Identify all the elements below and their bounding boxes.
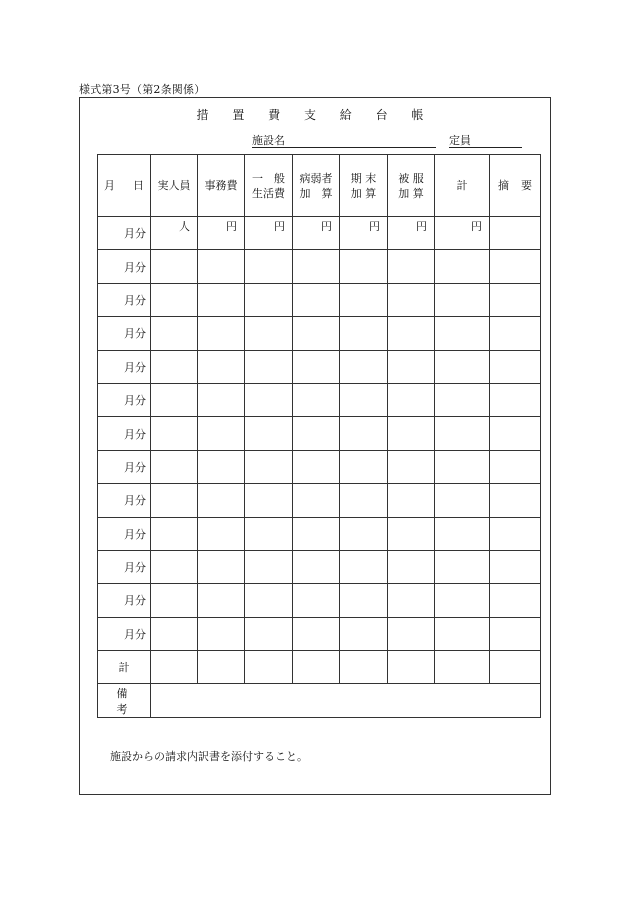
month-cell[interactable]: 月分: [98, 450, 151, 483]
table-row: [98, 450, 541, 483]
table-row: [98, 283, 541, 316]
table-row: [98, 217, 541, 250]
clothing-cell[interactable]: 円: [388, 217, 435, 250]
table-row: [98, 250, 541, 283]
ledger-frame: [79, 97, 551, 795]
persons-cell[interactable]: 人: [151, 217, 198, 250]
header-clothing-addition: 被 服 加 算: [388, 155, 435, 217]
table-row: [98, 383, 541, 416]
month-cell[interactable]: 月分: [98, 617, 151, 650]
footnote: 施設からの請求内訳書を添付すること。: [110, 750, 308, 763]
month-cell[interactable]: 月分: [98, 550, 151, 583]
header-term-addition: 期 末 加 算: [340, 155, 388, 217]
month-cell[interactable]: 月分: [98, 217, 151, 250]
month-cell[interactable]: 月分: [98, 584, 151, 617]
table-row: [98, 550, 541, 583]
header-office-expense: 事務費: [198, 155, 245, 217]
term-cell[interactable]: 円: [340, 217, 388, 250]
table-row: [98, 317, 541, 350]
ledger-title: 措 置 費 支 給 台 帳: [196, 108, 434, 122]
notes-label: 備考: [98, 684, 151, 717]
header-remarks: 摘 要: [490, 155, 541, 217]
total-row-label: 計: [98, 651, 151, 684]
header-total: 計: [435, 155, 490, 217]
capacity-field[interactable]: [449, 134, 522, 148]
table-row: [98, 584, 541, 617]
header-row: [98, 155, 541, 217]
table-row: [98, 517, 541, 550]
header-sick-addition: 病弱者 加 算: [293, 155, 340, 217]
header-actual-persons: 実人員: [151, 155, 198, 217]
sick-cell[interactable]: 円: [293, 217, 340, 250]
general-cell[interactable]: 円: [245, 217, 293, 250]
facility-label: 施設名: [252, 134, 285, 147]
office-cell[interactable]: 円: [198, 217, 245, 250]
month-cell[interactable]: 月分: [98, 283, 151, 316]
month-cell[interactable]: 月分: [98, 484, 151, 517]
table-row: [98, 484, 541, 517]
total-cell[interactable]: 円: [435, 217, 490, 250]
notes-row: [98, 684, 541, 717]
header-general-living: 一 般 生活費: [245, 155, 293, 217]
month-cell[interactable]: 月分: [98, 250, 151, 283]
month-cell[interactable]: 月分: [98, 517, 151, 550]
table-row: [98, 350, 541, 383]
table-row: [98, 417, 541, 450]
month-cell[interactable]: 月分: [98, 350, 151, 383]
remarks-cell[interactable]: [490, 217, 541, 250]
table-row: [98, 617, 541, 650]
month-cell[interactable]: 月分: [98, 383, 151, 416]
header-month-day: 月 日: [98, 155, 151, 217]
facility-name-field[interactable]: [252, 134, 436, 148]
capacity-label: 定員: [449, 134, 471, 147]
total-row: [98, 651, 541, 684]
month-cell[interactable]: 月分: [98, 417, 151, 450]
notes-cell[interactable]: [151, 684, 541, 717]
ledger-table: [97, 154, 541, 718]
month-cell[interactable]: 月分: [98, 317, 151, 350]
form-number: 様式第3号（第2条関係）: [79, 83, 206, 96]
